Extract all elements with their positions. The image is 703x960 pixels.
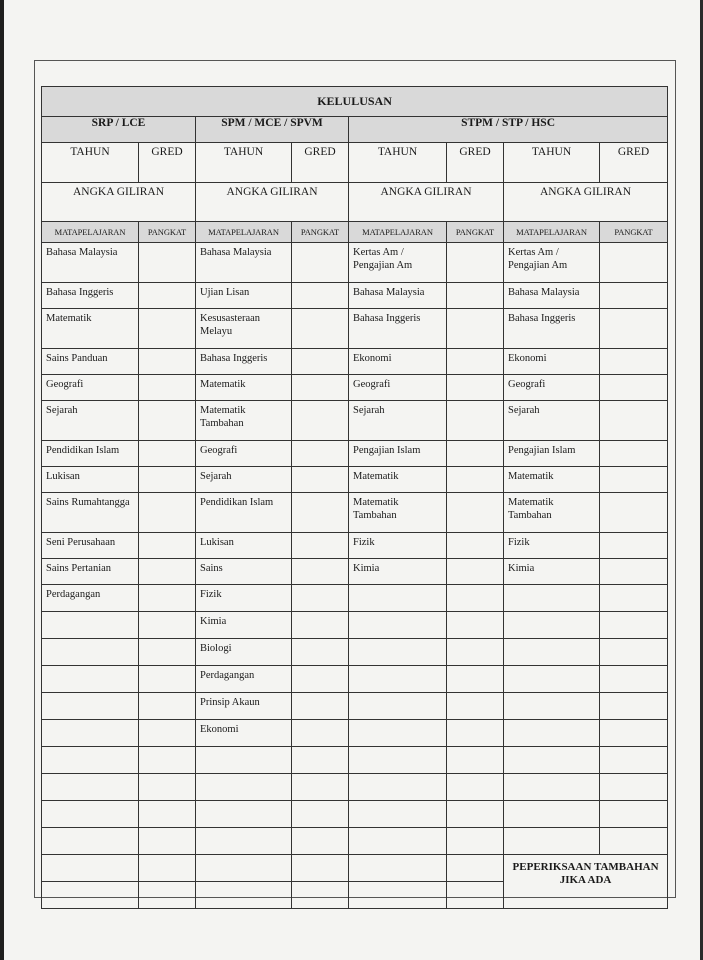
stpm-b-subject-cell: Fizik: [504, 533, 600, 559]
spm-subject-cell: Prinsip Akaun: [196, 693, 292, 720]
spm-subject-cell: Matematik Tambahan: [196, 401, 292, 441]
srp-subject-cell: [42, 855, 139, 882]
sheet-edge-left: [0, 0, 4, 960]
stpm-a-rank-cell[interactable]: [447, 309, 504, 349]
stpm-a-rank-cell[interactable]: [447, 720, 504, 747]
spm-rank-cell[interactable]: [292, 612, 349, 639]
srp-rank-cell[interactable]: [139, 855, 196, 882]
table-row: [42, 828, 668, 855]
stpm-a-subject-cell: Kertas Am / Pengajian Am: [349, 243, 447, 283]
spm-rank-cell[interactable]: [292, 666, 349, 693]
stpm-a-rank-cell[interactable]: [447, 375, 504, 401]
extra-exam-note: PEPERIKSAAN TAMBAHAN JIKA ADA: [504, 855, 668, 909]
srp-rank-cell[interactable]: [139, 720, 196, 747]
stpm-a-subject-cell: Matematik Tambahan: [349, 493, 447, 533]
stpm-a-rank-cell[interactable]: [447, 774, 504, 801]
spm-rank-cell[interactable]: [292, 720, 349, 747]
srp-subject-cell: [42, 612, 139, 639]
spm-subject-cell: Bahasa Malaysia: [196, 243, 292, 283]
stpm-b-rank-cell[interactable]: [600, 283, 668, 309]
stpm-b-subject-cell: [504, 801, 600, 828]
stpm-b-subject-cell: Kimia: [504, 559, 600, 585]
stpm-b-rank-cell[interactable]: [600, 639, 668, 666]
stpm-b-rank-cell[interactable]: [600, 375, 668, 401]
srp-rank-cell[interactable]: [139, 693, 196, 720]
stpm-a-subject-cell: Matematik: [349, 467, 447, 493]
rank-header: PANGKAT: [139, 222, 196, 243]
stpm-b-grade-field[interactable]: GRED: [600, 143, 668, 183]
stpm-b-rank-cell[interactable]: [600, 533, 668, 559]
spm-subject-cell: Sejarah: [196, 467, 292, 493]
table-row: [42, 801, 668, 828]
stpm-a-rank-cell[interactable]: [447, 855, 504, 882]
table-row: [42, 774, 668, 801]
stpm-a-subject-cell: [349, 828, 447, 855]
stpm-b-year-field[interactable]: TAHUN: [504, 143, 600, 183]
stpm-b-subject-cell: [504, 612, 600, 639]
spm-rank-cell[interactable]: [292, 882, 349, 909]
table-row: [42, 639, 668, 666]
table-row: [42, 693, 668, 720]
spm-subject-cell: [196, 747, 292, 774]
subject-header: MATAPELAJARAN: [504, 222, 600, 243]
stpm-a-rank-cell[interactable]: [447, 882, 504, 909]
spm-rank-cell[interactable]: [292, 493, 349, 533]
subject-header: MATAPELAJARAN: [349, 222, 447, 243]
spm-subject-cell: Biologi: [196, 639, 292, 666]
qualifications-form: [41, 86, 668, 909]
spm-subject-cell: Kesusasteraan Melayu: [196, 309, 292, 349]
spm-subject-cell: [196, 828, 292, 855]
spm-subject-cell: Matematik: [196, 375, 292, 401]
spm-rank-cell[interactable]: [292, 467, 349, 493]
srp-subject-cell: [42, 747, 139, 774]
stpm-b-rank-cell[interactable]: [600, 828, 668, 855]
stpm-a-rank-cell[interactable]: [447, 467, 504, 493]
stpm-a-rank-cell[interactable]: [447, 612, 504, 639]
srp-rank-cell[interactable]: [139, 801, 196, 828]
srp-subject-cell: Seni Perusahaan: [42, 533, 139, 559]
srp-subject-cell: [42, 801, 139, 828]
spm-rank-cell[interactable]: [292, 309, 349, 349]
stpm-b-subject-cell: Ekonomi: [504, 349, 600, 375]
stpm-b-rank-cell[interactable]: [600, 243, 668, 283]
stpm-b-index-number-field[interactable]: ANGKA GILIRAN: [504, 183, 668, 222]
stpm-a-rank-cell[interactable]: [447, 585, 504, 612]
level-spm-header: SPM / MCE / SPVM: [196, 117, 349, 143]
stpm-b-rank-cell[interactable]: [600, 401, 668, 441]
table-row: [42, 612, 668, 639]
stpm-a-subject-cell: [349, 720, 447, 747]
table-row: [42, 243, 668, 283]
stpm-a-subject-cell: [349, 855, 447, 882]
stpm-b-subject-cell: [504, 639, 600, 666]
stpm-a-subject-cell: [349, 612, 447, 639]
subject-header: MATAPELAJARAN: [42, 222, 139, 243]
table-row: [42, 441, 668, 467]
table-row: [42, 855, 668, 882]
table-row: [42, 533, 668, 559]
stpm-b-rank-cell[interactable]: [600, 467, 668, 493]
stpm-a-subject-cell: [349, 747, 447, 774]
srp-subject-cell: Perdagangan: [42, 585, 139, 612]
stpm-b-subject-cell: Kertas Am / Pengajian Am: [504, 243, 600, 283]
table-row: [42, 309, 668, 349]
spm-subject-cell: Fizik: [196, 585, 292, 612]
srp-rank-cell[interactable]: [139, 639, 196, 666]
spm-rank-cell[interactable]: [292, 855, 349, 882]
spm-rank-cell[interactable]: [292, 585, 349, 612]
table-row: [42, 720, 668, 747]
spm-rank-cell[interactable]: [292, 283, 349, 309]
stpm-a-subject-cell: Fizik: [349, 533, 447, 559]
spm-subject-cell: Geografi: [196, 441, 292, 467]
spm-subject-cell: [196, 801, 292, 828]
spm-year-field[interactable]: TAHUN: [196, 143, 292, 183]
srp-subject-cell: [42, 774, 139, 801]
spm-index-number-field[interactable]: ANGKA GILIRAN: [196, 183, 349, 222]
spm-rank-cell[interactable]: [292, 747, 349, 774]
srp-rank-cell[interactable]: [139, 283, 196, 309]
srp-rank-cell[interactable]: [139, 375, 196, 401]
level-srp-header: SRP / LCE: [42, 117, 196, 143]
spm-rank-cell[interactable]: [292, 349, 349, 375]
stpm-b-rank-cell[interactable]: [600, 720, 668, 747]
stpm-a-subject-cell: Kimia: [349, 559, 447, 585]
stpm-a-subject-cell: [349, 666, 447, 693]
spm-rank-cell[interactable]: [292, 533, 349, 559]
stpm-b-subject-cell: [504, 666, 600, 693]
stpm-a-rank-cell[interactable]: [447, 639, 504, 666]
srp-year-field[interactable]: TAHUN: [42, 143, 139, 183]
srp-subject-cell: [42, 639, 139, 666]
rank-header: PANGKAT: [447, 222, 504, 243]
table-row: [42, 559, 668, 585]
stpm-a-rank-cell[interactable]: [447, 666, 504, 693]
table-row: [42, 375, 668, 401]
srp-grade-field[interactable]: GRED: [139, 143, 196, 183]
srp-subject-cell: [42, 882, 139, 909]
spm-subject-cell: Pendidikan Islam: [196, 493, 292, 533]
stpm-a-year-field[interactable]: TAHUN: [349, 143, 447, 183]
stpm-a-rank-cell[interactable]: [447, 283, 504, 309]
stpm-a-rank-cell[interactable]: [447, 693, 504, 720]
srp-subject-cell: Lukisan: [42, 467, 139, 493]
stpm-b-rank-cell[interactable]: [600, 309, 668, 349]
stpm-b-rank-cell[interactable]: [600, 612, 668, 639]
stpm-b-subject-cell: [504, 828, 600, 855]
stpm-a-rank-cell[interactable]: [447, 533, 504, 559]
srp-rank-cell[interactable]: [139, 585, 196, 612]
stpm-a-subject-cell: Ekonomi: [349, 349, 447, 375]
srp-rank-cell[interactable]: [139, 828, 196, 855]
spm-subject-cell: [196, 855, 292, 882]
spm-subject-cell: Bahasa Inggeris: [196, 349, 292, 375]
form-title: KELULUSAN: [42, 87, 668, 117]
table-row: [42, 747, 668, 774]
stpm-b-rank-cell[interactable]: [600, 693, 668, 720]
spm-subject-cell: Ujian Lisan: [196, 283, 292, 309]
srp-subject-cell: Sains Rumahtangga: [42, 493, 139, 533]
spm-grade-field[interactable]: GRED: [292, 143, 349, 183]
srp-rank-cell[interactable]: [139, 467, 196, 493]
srp-subject-cell: Sains Pertanian: [42, 559, 139, 585]
srp-subject-cell: Pendidikan Islam: [42, 441, 139, 467]
stpm-b-subject-cell: Matematik Tambahan: [504, 493, 600, 533]
srp-rank-cell[interactable]: [139, 747, 196, 774]
srp-subject-cell: [42, 828, 139, 855]
subject-header: MATAPELAJARAN: [196, 222, 292, 243]
srp-subject-cell: [42, 720, 139, 747]
table-row: [42, 401, 668, 441]
rank-header: PANGKAT: [600, 222, 668, 243]
spm-rank-cell[interactable]: [292, 243, 349, 283]
spm-subject-cell: Sains: [196, 559, 292, 585]
spm-rank-cell[interactable]: [292, 375, 349, 401]
stpm-b-rank-cell[interactable]: [600, 666, 668, 693]
srp-rank-cell[interactable]: [139, 666, 196, 693]
stpm-b-rank-cell[interactable]: [600, 493, 668, 533]
stpm-a-subject-cell: [349, 882, 447, 909]
stpm-a-rank-cell[interactable]: [447, 401, 504, 441]
stpm-b-subject-cell: Sejarah: [504, 401, 600, 441]
spm-subject-cell: Perdagangan: [196, 666, 292, 693]
spm-subject-cell: [196, 882, 292, 909]
stpm-b-subject-cell: [504, 774, 600, 801]
table-row: [42, 467, 668, 493]
srp-rank-cell[interactable]: [139, 559, 196, 585]
stpm-a-rank-cell[interactable]: [447, 493, 504, 533]
stpm-b-subject-cell: Bahasa Inggeris: [504, 309, 600, 349]
stpm-a-rank-cell[interactable]: [447, 559, 504, 585]
stpm-a-rank-cell[interactable]: [447, 349, 504, 375]
table-row: [42, 585, 668, 612]
stpm-a-subject-cell: Bahasa Inggeris: [349, 309, 447, 349]
stpm-b-subject-cell: Geografi: [504, 375, 600, 401]
stpm-b-subject-cell: [504, 693, 600, 720]
srp-rank-cell[interactable]: [139, 774, 196, 801]
srp-rank-cell[interactable]: [139, 612, 196, 639]
stpm-b-rank-cell[interactable]: [600, 349, 668, 375]
stpm-b-rank-cell[interactable]: [600, 801, 668, 828]
srp-subject-cell: Bahasa Malaysia: [42, 243, 139, 283]
spm-subject-cell: Ekonomi: [196, 720, 292, 747]
stpm-b-subject-cell: Bahasa Malaysia: [504, 283, 600, 309]
srp-rank-cell[interactable]: [139, 243, 196, 283]
spm-rank-cell[interactable]: [292, 559, 349, 585]
spm-subject-cell: Kimia: [196, 612, 292, 639]
stpm-a-rank-cell[interactable]: [447, 828, 504, 855]
stpm-a-subject-cell: Geografi: [349, 375, 447, 401]
level-stpm-header: STPM / STP / HSC: [349, 117, 668, 143]
srp-index-number-field[interactable]: ANGKA GILIRAN: [42, 183, 196, 222]
stpm-b-rank-cell[interactable]: [600, 441, 668, 467]
stpm-b-rank-cell[interactable]: [600, 559, 668, 585]
spm-subject-cell: [196, 774, 292, 801]
stpm-a-rank-cell[interactable]: [447, 441, 504, 467]
srp-rank-cell[interactable]: [139, 401, 196, 441]
table-row: [42, 283, 668, 309]
srp-rank-cell[interactable]: [139, 309, 196, 349]
table-row: [42, 349, 668, 375]
srp-subject-cell: Geografi: [42, 375, 139, 401]
stpm-a-rank-cell[interactable]: [447, 243, 504, 283]
stpm-a-subject-cell: Bahasa Malaysia: [349, 283, 447, 309]
spm-rank-cell[interactable]: [292, 693, 349, 720]
stpm-a-subject-cell: [349, 639, 447, 666]
stpm-a-subject-cell: Pengajian Islam: [349, 441, 447, 467]
stpm-a-rank-cell[interactable]: [447, 747, 504, 774]
stpm-a-index-number-field[interactable]: ANGKA GILIRAN: [349, 183, 504, 222]
stpm-b-rank-cell[interactable]: [600, 774, 668, 801]
stpm-b-subject-cell: [504, 720, 600, 747]
srp-subject-cell: [42, 666, 139, 693]
table-row: [42, 493, 668, 533]
stpm-b-subject-cell: Pengajian Islam: [504, 441, 600, 467]
srp-subject-cell: [42, 693, 139, 720]
spm-rank-cell[interactable]: [292, 401, 349, 441]
spm-rank-cell[interactable]: [292, 828, 349, 855]
srp-rank-cell[interactable]: [139, 441, 196, 467]
spm-rank-cell[interactable]: [292, 774, 349, 801]
stpm-a-subject-cell: [349, 774, 447, 801]
stpm-a-subject-cell: [349, 801, 447, 828]
stpm-a-grade-field[interactable]: GRED: [447, 143, 504, 183]
srp-subject-cell: Bahasa Inggeris: [42, 283, 139, 309]
srp-rank-cell[interactable]: [139, 493, 196, 533]
srp-rank-cell[interactable]: [139, 882, 196, 909]
stpm-b-subject-cell: Matematik: [504, 467, 600, 493]
srp-subject-cell: Sejarah: [42, 401, 139, 441]
stpm-a-subject-cell: [349, 585, 447, 612]
stpm-a-subject-cell: Sejarah: [349, 401, 447, 441]
srp-rank-cell[interactable]: [139, 533, 196, 559]
spm-rank-cell[interactable]: [292, 441, 349, 467]
spm-subject-cell: Lukisan: [196, 533, 292, 559]
table-row: [42, 666, 668, 693]
stpm-a-rank-cell[interactable]: [447, 801, 504, 828]
stpm-b-subject-cell: [504, 585, 600, 612]
stpm-b-rank-cell[interactable]: [600, 747, 668, 774]
spm-rank-cell[interactable]: [292, 801, 349, 828]
rank-header: PANGKAT: [292, 222, 349, 243]
stpm-b-subject-cell: [504, 747, 600, 774]
srp-rank-cell[interactable]: [139, 349, 196, 375]
srp-subject-cell: Sains Panduan: [42, 349, 139, 375]
spm-rank-cell[interactable]: [292, 639, 349, 666]
stpm-a-subject-cell: [349, 693, 447, 720]
srp-subject-cell: Matematik: [42, 309, 139, 349]
stpm-b-rank-cell[interactable]: [600, 585, 668, 612]
